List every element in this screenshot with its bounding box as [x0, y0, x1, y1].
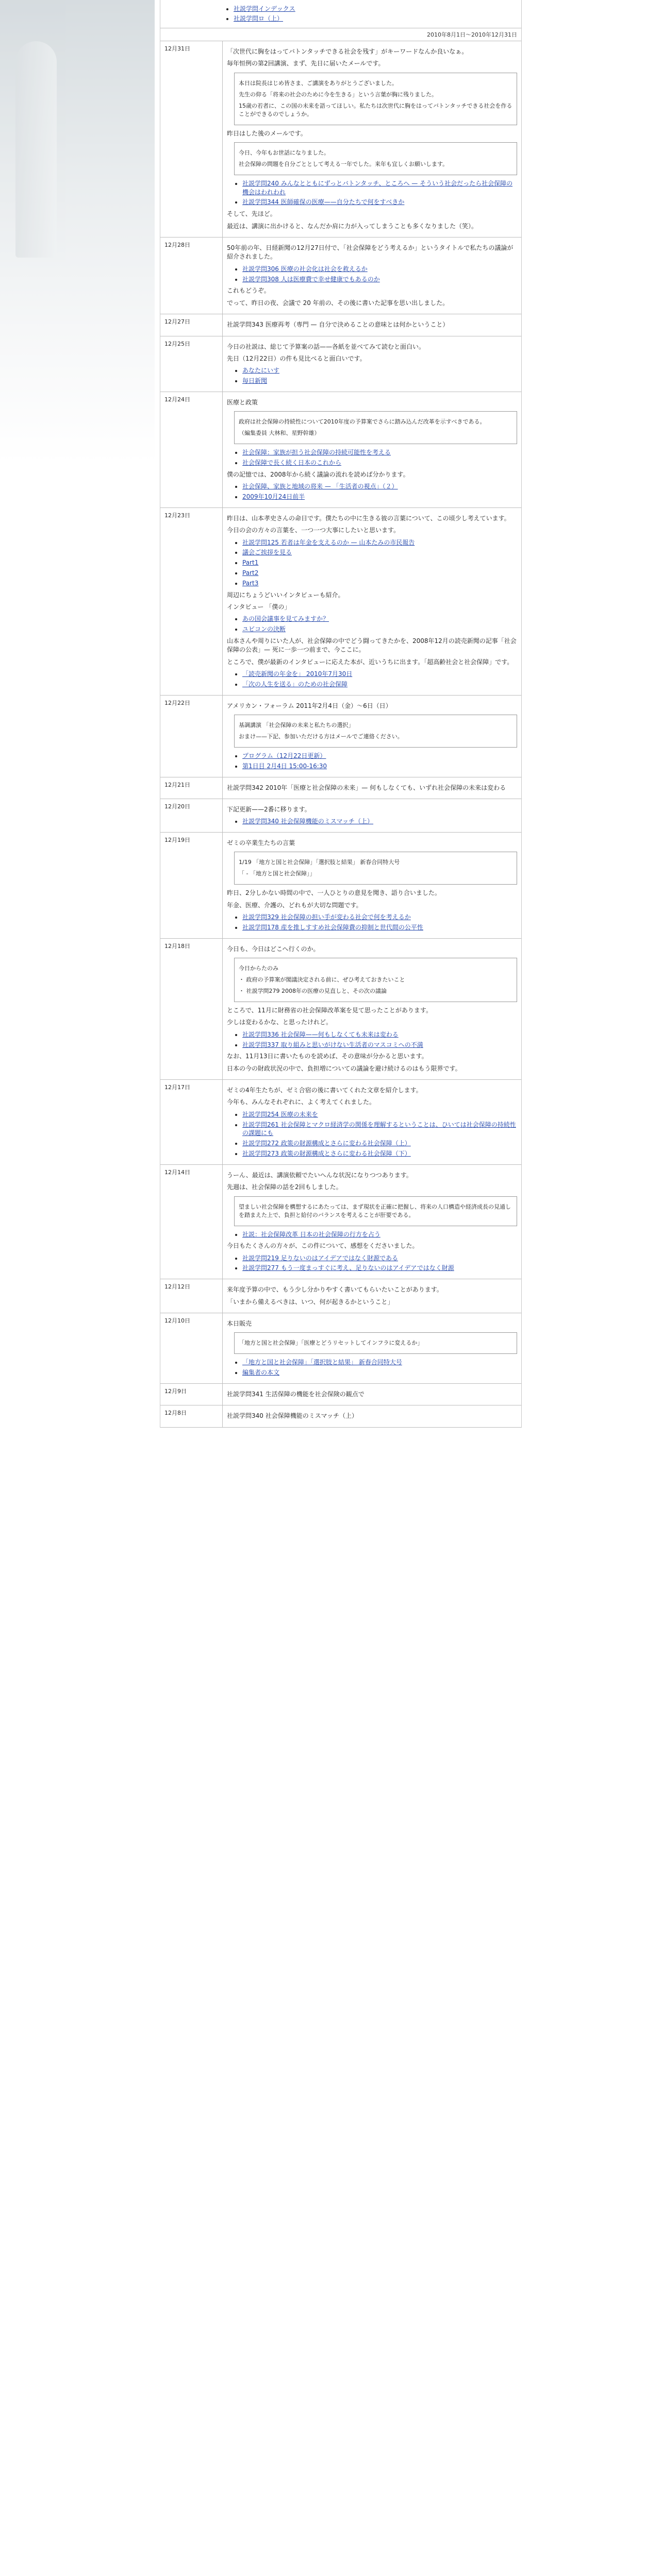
reference-link[interactable]: 社説学問273 政策の財源構成とさらに変わる社会保障（下）: [242, 1150, 411, 1158]
quoted-line: （編集委員 大林和、星野幹雄）: [239, 430, 320, 437]
reference-item: [242, 1121, 517, 1138]
reference-item: [242, 913, 517, 922]
reference-item: [242, 1254, 517, 1263]
header-links: [160, 0, 521, 28]
reference-link[interactable]: 第1日目 2月4日 15:00-16:30: [242, 762, 327, 770]
entry-body: [223, 392, 522, 507]
entry-date: 12月25日: [160, 336, 223, 392]
entry-paragraph: アメリカン・フォーラム 2011年2月4日（金）〜6日（日）: [227, 702, 392, 709]
quoted-line: 15歳の若者に、この国の未来を語ってほしい。私たちは次世代に胸をはってバトンタッチできる社会を作ることができるのでしょうか。: [239, 102, 512, 117]
entry-paragraph: 社説学問342 2010年「医療と社会保障の未来」— 何もしなくても、いずれ社会保障の未来は変わる: [227, 784, 506, 791]
diary-entry-row: [160, 799, 521, 832]
background-statue-image: [0, 0, 155, 464]
entry-paragraph: 医療と政策: [227, 398, 258, 406]
entry-paragraph: 昨日はした後のメールです。: [227, 129, 307, 137]
diary-entry-row: [160, 938, 521, 1079]
entry-date: 12月22日: [160, 695, 223, 777]
entry-paragraph: 年金、医療、介護の、どれもが大切な問題です。: [227, 901, 362, 909]
entry-paragraph: 今日もたくさんの方々が、この件について、感想をくださいました。: [227, 1242, 419, 1250]
entry-body: [223, 799, 522, 832]
quoted-line: ・ 政府の予算案が閣議決定される前に、ぜひ考えておきたいこと: [239, 976, 405, 984]
reference-item: [242, 482, 517, 491]
reference-link[interactable]: 社説学問308 人は医療費で幸せ健康でもあるのか: [242, 275, 380, 283]
reference-item: [242, 625, 517, 634]
reference-list: [234, 366, 517, 385]
reference-link[interactable]: ユビコンの決断: [242, 625, 286, 633]
statue-silhouette: [15, 41, 57, 258]
diary-entry-row: [160, 314, 521, 336]
entry-date: 12月18日: [160, 938, 223, 1079]
entry-paragraph: 先週は、社会保障の話を2回もしました。: [227, 1183, 342, 1191]
quoted-line: 先生の仰る「将来の社会のために今を生きる」という言葉が胸に残りました。: [239, 91, 437, 98]
entry-date: 12月19日: [160, 833, 223, 939]
reference-list: [234, 615, 517, 634]
entry-paragraph: 今年も、みんなそれぞれに、よく考えてくれました。: [227, 1098, 376, 1106]
diary-entry-row: [160, 1313, 521, 1384]
diary-entry-row: [160, 336, 521, 392]
reference-list: [234, 179, 517, 207]
entry-paragraph: そして、先ほど。: [227, 210, 276, 218]
reference-item: [242, 1139, 517, 1148]
reference-list: [234, 1030, 517, 1049]
reference-link[interactable]: プログラム（12月22日更新）: [242, 752, 326, 759]
entry-paragraph: ところで、僕が最新のインタビューに応えた本が、近いうちに出ます。「超高齢社会と社会保障」です。: [227, 658, 514, 666]
entry-date: 12月12日: [160, 1279, 223, 1313]
header-link-top[interactable]: 社説学問ロ（上）: [234, 15, 284, 22]
entry-date: 12月9日: [160, 1383, 223, 1405]
entry-date: 12月27日: [160, 314, 223, 336]
diary-entry-row: [160, 1080, 521, 1165]
reference-item: [242, 275, 517, 284]
reference-list: [234, 1230, 517, 1239]
reference-item: [242, 817, 517, 826]
reference-list: [234, 1110, 517, 1158]
entry-paragraph: なお、11月13日に書いたものを読めば、その意味が分かると思います。: [227, 1053, 428, 1060]
quoted-block: [234, 1332, 517, 1354]
entry-paragraph: ゼミの4年生たちが、ゼミ合宿の後に書いてくれた文章を紹介します。: [227, 1087, 422, 1094]
reference-link[interactable]: 「読売新聞の年金を」 2010年7月30日: [242, 670, 353, 678]
entry-date: 12月24日: [160, 392, 223, 507]
reference-link[interactable]: 社説学問125 若者は年金を支えるのか — 山本たみの市民報告: [242, 538, 415, 546]
reference-link[interactable]: 社説学問277 もう一度まっすぐに考え、足りないのはアイデアではなく財源: [242, 1264, 454, 1272]
entry-paragraph: 周辺にちょうどいいインタビューも紹介。: [227, 591, 344, 599]
diary-entry-row: [160, 237, 521, 314]
quoted-block: [234, 411, 517, 444]
entry-date: 12月8日: [160, 1405, 223, 1427]
reference-link[interactable]: 社会保障：家族が担う社会保障の持続可能性を考える: [242, 449, 391, 456]
reference-link[interactable]: 毎日新聞: [242, 377, 268, 385]
reference-item: [242, 1110, 517, 1119]
reference-link[interactable]: 社説学問329 社会保障の担い手が変わる社会で何を考えるか: [242, 913, 411, 921]
diary-entry-row: [160, 1279, 521, 1313]
reference-list: [234, 817, 517, 826]
diary-entry-row: [160, 1164, 521, 1279]
reference-item: [242, 558, 517, 567]
reference-item: [242, 680, 517, 689]
entry-body: [223, 777, 522, 799]
entry-body: [223, 695, 522, 777]
reference-link[interactable]: 2009年10月24日前半: [242, 493, 305, 500]
entry-paragraph: 毎年恒例の第2回講演、まず、先日に届いたメールです。: [227, 60, 385, 67]
reference-item: [242, 1264, 517, 1273]
quoted-line: 今日、今年もお世話になりました。: [239, 149, 329, 156]
entry-date: 12月10日: [160, 1313, 223, 1384]
reference-item: [242, 1041, 517, 1049]
reference-item: [242, 265, 517, 274]
entry-paragraph: ところで、11月に財務省の社会保障改革案を見て思ったことがあります。: [227, 1006, 432, 1014]
reference-link[interactable]: 「地方と国と社会保障」「選択肢と結果」 新春合同特大号: [242, 1359, 402, 1366]
reference-item: [242, 1230, 517, 1239]
reference-item: [242, 459, 517, 467]
entry-body: [223, 1279, 522, 1313]
entry-paragraph: 少しは変わるかな、と思ったけれど。: [227, 1019, 333, 1026]
reference-item: [242, 179, 517, 197]
entry-paragraph: 今日の社説は、総じて予算案の話——各紙を並べてみて読むと面白い。: [227, 343, 425, 350]
quoted-line: ・ 社説学問279 2008年の医療の見直しと、その次の議論: [239, 987, 387, 994]
quoted-block: [234, 958, 517, 1002]
quoted-line: 本日は院長はじめ皆さま、ご講演をありがとうございました。: [239, 79, 398, 87]
diary-entry-row: [160, 507, 521, 695]
reference-item: [242, 1368, 517, 1377]
entry-paragraph: 今日の会の方々の言葉を、一つ一つ大事にしたいと思います。: [227, 527, 400, 534]
entry-date: 12月21日: [160, 777, 223, 799]
quoted-block: [234, 852, 517, 885]
reference-item: [242, 448, 517, 457]
entry-paragraph: 日本の今の財政状況の中で、負担増についての議論を避け続けるのはもう限界です。: [227, 1064, 461, 1072]
entry-paragraph: 昨日は、山本孝史さんの命日です。僕たちの中に生きる彼の言葉について、この頃少し考えています。: [227, 514, 510, 522]
diary-entry-row: [160, 695, 521, 777]
reference-list: [234, 913, 517, 932]
reference-link[interactable]: 社会保障で長く続く日本のこれから: [242, 459, 342, 466]
quoted-block: [234, 715, 517, 748]
entry-paragraph: 社説学問343 医療再考（専門 — 自分で決めることの意味とは何かということ）: [227, 321, 449, 329]
entry-paragraph: 社説学問341 生活保障の機能を社会保険の観点で: [227, 1390, 365, 1398]
reference-link[interactable]: 社説学問254 医療の未来を: [242, 1110, 318, 1118]
reference-link[interactable]: 社説学問340 社会保障機能のミスマッチ（上）: [242, 818, 374, 825]
reference-list: [234, 538, 517, 588]
reference-link[interactable]: 社説学問178 産を推しすすめ社会保障費の抑制と世代間の公平性: [242, 923, 423, 931]
entry-body: [223, 1405, 522, 1427]
entry-paragraph: 来年度予算の中で、もう少し分かりやすく書いてもらいたいことがあります。: [227, 1286, 443, 1294]
entry-body: [223, 237, 522, 314]
entry-paragraph: 50年前の年、日経新聞の12月27日付で、「社会保障をどう考えるか」というタイトルで私たちの議論が紹介されました。: [227, 244, 514, 261]
reference-link[interactable]: 社会保障、家族と地域の将来 — 「生活者の視点」（２）: [242, 483, 398, 490]
quoted-block: [234, 73, 517, 125]
reference-item: [242, 1149, 517, 1158]
entry-paragraph: 先日（12月22日）の件も見比べると面白いです。: [227, 354, 366, 362]
reference-link[interactable]: 社説学問261 社会保障とマクロ経済学の関係を理解するということは、ひいては社会保障の持続性の課題にも: [242, 1121, 516, 1137]
reference-item: [242, 670, 517, 679]
entry-date: 12月23日: [160, 507, 223, 695]
entry-body: [223, 41, 522, 237]
reference-link[interactable]: 社説学問219 足りないのはアイデアではなく財源である: [242, 1254, 399, 1262]
reference-item: [242, 493, 517, 501]
entry-date: 12月28日: [160, 237, 223, 314]
quoted-block: [234, 142, 517, 175]
entry-body: [223, 1383, 522, 1405]
entry-paragraph: インタビュー 「僕の」: [227, 603, 291, 611]
entry-paragraph: 「いまから備えるべきは、いつ、何が起きるかということ」: [227, 1298, 394, 1306]
diary-entry-row: [160, 833, 521, 939]
entry-body: [223, 314, 522, 336]
entry-body: [223, 1313, 522, 1384]
reference-list: [234, 1358, 517, 1377]
reference-link[interactable]: Part2: [242, 569, 259, 577]
reference-item: [242, 198, 517, 207]
reference-link[interactable]: 社説学問272 政策の財源構成とさらに変わる社会保障（上）: [242, 1140, 411, 1147]
diary-table: [160, 41, 521, 1428]
reference-link[interactable]: 社説学問337 取り組みと思いがけない生活者のマスコミへの不満: [242, 1041, 423, 1048]
entry-paragraph: 「次世代に胸をはってバトンタッチできる社会を残す」がキーワードなんか良いなぁ。: [227, 48, 468, 55]
reference-item: [242, 579, 517, 588]
reference-item: [242, 923, 517, 932]
reference-link[interactable]: Part3: [242, 579, 259, 587]
reference-item: [242, 1358, 517, 1367]
entry-paragraph: でって、昨日の夜、会議で 20 年前の、その後に書いた記事を思い出しました。: [227, 299, 449, 307]
reference-item: [242, 615, 517, 623]
reference-item: [242, 762, 517, 771]
quoted-line: 政府は社会保障の持続性について2010年度の予算案でさらに踏み込んだ改革を示すべきである。: [239, 418, 486, 426]
reference-link[interactable]: 編集者の本文: [242, 1369, 280, 1377]
reference-link[interactable]: 社説学問344 医師確保の医療——自分たちで何をすべきか: [242, 198, 405, 206]
entry-body: [223, 1164, 522, 1279]
reference-list: [234, 482, 517, 501]
reference-link[interactable]: 「次の人生を送る」のための社会保障: [242, 680, 348, 688]
quoted-line: 1/19 「地方と国と社会保障」「選択肢と結果」 新春合同特大号: [239, 859, 400, 866]
quoted-line: 基調講演 「社会保障の未来と私たちの選択」: [239, 722, 354, 729]
reference-item: [242, 548, 517, 557]
quoted-line: 今日からたのみ: [239, 965, 278, 972]
entry-paragraph: これもどうぞ。: [227, 287, 270, 295]
reference-list: [234, 265, 517, 284]
entry-date: 12月14日: [160, 1164, 223, 1279]
reference-link[interactable]: 社説学問240 みんなとともにずっとバトンタッチ、ところへ — そういう社会だったら社会保障の機会はわれわれ: [242, 179, 513, 196]
quoted-line: 望ましい社会保障を構想するにあたっては、まず現状を正確に把握し、将来の人口構造や経済成長の見通しを踏まえた上で、負担と給付のバランスを考えることが肝要である。: [239, 1203, 511, 1218]
reference-link[interactable]: あなたにいす: [242, 367, 280, 375]
reference-list: [234, 1254, 517, 1273]
quoted-line: 「地方と国と社会保障」「医療とどうリセットしてインフラに変えるか」: [239, 1340, 423, 1347]
entry-date: 12月31日: [160, 41, 223, 237]
reference-link[interactable]: 社説学問306 医療の社会化は社会を救えるか: [242, 265, 368, 273]
reference-link[interactable]: 社説：社会保障改革 日本の社会保障の行方を占う: [242, 1230, 380, 1238]
entry-paragraph: ゼミの卒業生たちの言葉: [227, 839, 295, 847]
reference-link[interactable]: 社説学問336 社会保障——何もしなくても未来は変わる: [242, 1030, 399, 1038]
quoted-line: おまけ——下記、参加いただける方はメールでご連絡ください。: [239, 733, 403, 740]
period-label: 2010年8月1日〜2010年12月31日: [160, 28, 521, 41]
reference-item: [242, 752, 517, 760]
diary-entry-row: [160, 1405, 521, 1427]
reference-item: [242, 1030, 517, 1039]
reference-item: [242, 377, 517, 385]
entry-body: [223, 938, 522, 1079]
diary-entry-row: [160, 41, 521, 237]
entry-paragraph: 社説学問340 社会保障機能のミスマッチ（上）: [227, 1412, 358, 1420]
diary-entry-row: [160, 1383, 521, 1405]
quoted-block: [234, 1196, 517, 1226]
entry-body: [223, 507, 522, 695]
reference-item: [242, 366, 517, 375]
entry-body: [223, 1080, 522, 1165]
entry-paragraph: 僕の記憶では、2008年から続く議論の流れを読めば分かります。: [227, 470, 409, 478]
reference-link[interactable]: あの国会議事を見てみますか？: [242, 615, 329, 623]
entry-paragraph: 昨日、2分しかない時間の中で、一人ひとりの意見を聞き、語り合いました。: [227, 889, 441, 897]
reference-link[interactable]: 議会ご挨拶を見る: [242, 549, 292, 556]
entry-body: [223, 336, 522, 392]
entry-paragraph: 本日販売: [227, 1320, 252, 1328]
reference-list: [234, 752, 517, 771]
entry-paragraph: 今日も、今日はどこへ行くのか。: [227, 945, 320, 953]
entry-paragraph: 最近は、講演に出かけると、なんだか肩に力が入ってしまうことも多くなりました（笑）。: [227, 222, 478, 230]
entry-date: 12月17日: [160, 1080, 223, 1165]
reference-list: [234, 670, 517, 689]
entry-body: [223, 833, 522, 939]
reference-item: [242, 538, 517, 547]
reference-link[interactable]: Part1: [242, 559, 259, 567]
diary-entry-row: [160, 392, 521, 507]
entry-paragraph: 下記更新——2番に移ります。: [227, 805, 311, 813]
reference-list: [234, 448, 517, 467]
diary-sheet: [160, 0, 522, 1428]
entry-paragraph: 山本さんや周りにいた人が、社会保障の中でどう闘ってきたかを、2008年12月の読売新聞の記事「社会保障の公表」— 死に一歩一つ前まで、今ここに。: [227, 637, 517, 654]
reference-item: [242, 569, 517, 578]
quoted-line: 社会保障の問題を自分ごととして考える一年でした。来年も宜しくお願いします。: [239, 160, 449, 167]
quoted-line: 「 - 「地方と国と社会保障」」: [239, 870, 316, 877]
diary-entry-row: [160, 777, 521, 799]
entry-date: 12月20日: [160, 799, 223, 832]
header-link-index[interactable]: 社説学問インデックス: [234, 5, 295, 12]
entry-paragraph: うーん、最近は、講演依頼でたいへんな状況になりつつあります。: [227, 1171, 412, 1179]
